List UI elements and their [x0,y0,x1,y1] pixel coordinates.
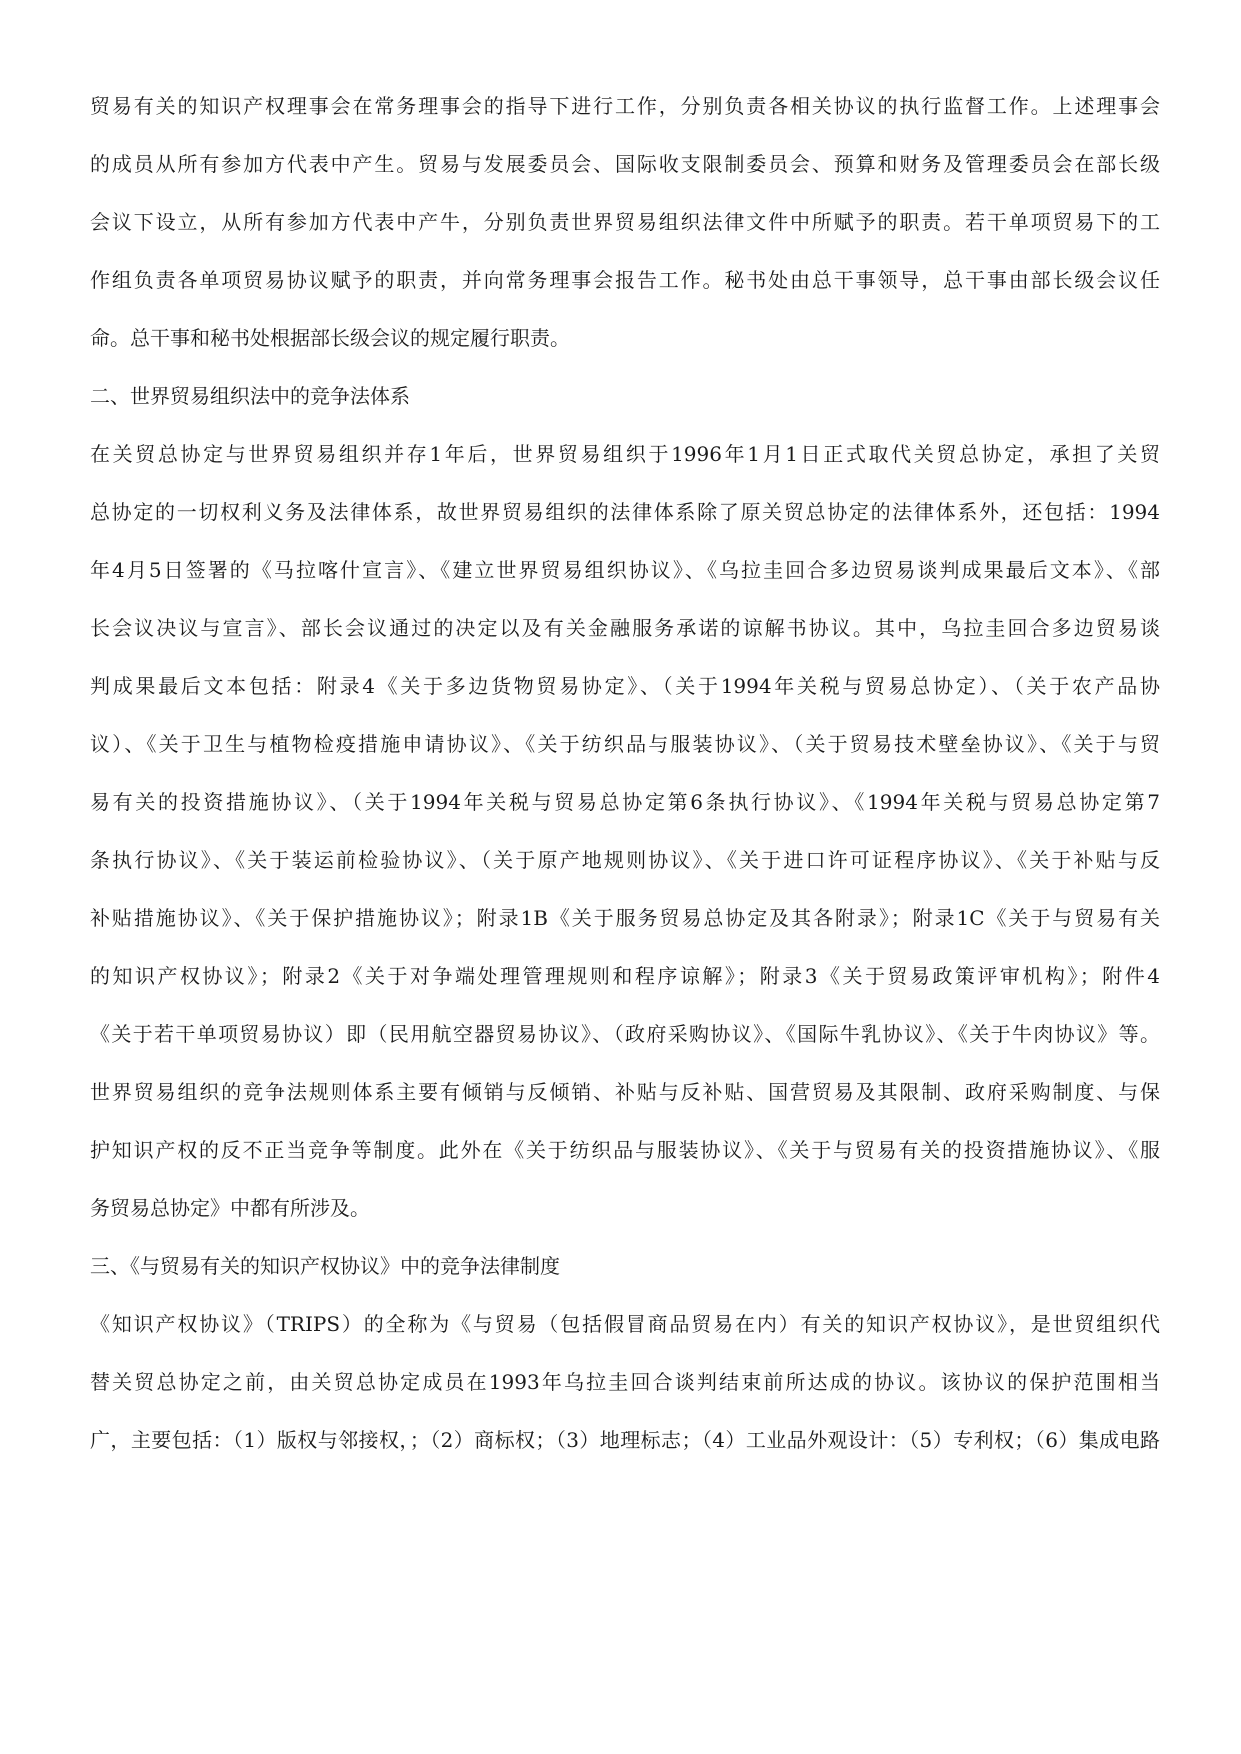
text-line: 命。总干事和秘书处根据部长级会议的规定履行职责。 [90,326,570,350]
text-line: 会议下设立，从所有参加方代表中产牛，分别负责世界贸易组织法律文件中所赋予的职责。若干单项贸易下的工 [90,210,1160,234]
text-line: 易有关的投资措施协议》、（关于1994年关税与贸易总协定第6条执行协议》、《1994年关税与贸易总协定第7 [90,790,1160,814]
text-line: 总协定的一切权利义务及法律体系，故世界贸易组织的法律体系除了原关贸总协定的法律体系外，还包括：1994 [90,500,1160,524]
text-line: 贸易有关的知识产权理事会在常务理事会的指导下进行工作，分别负责各相关协议的执行监督工作。上述理事会 [90,94,1160,118]
text-line: 在关贸总协定与世界贸易组织并存1年后，世界贸易组织于1996年1月1日正式取代关贸总协定，承担了关贸 [90,442,1160,466]
section-heading: 二、世界贸易组织法中的竞争法体系 [90,384,410,408]
text-line: 的成员从所有参加方代表中产生。贸易与发展委员会、国际收支限制委员会、预算和财务及管理委员会在部长级 [90,152,1160,176]
text-line: 《知识产权协议》（TRIPS）的全称为《与贸易（包括假冒商品贸易在内）有关的知识产权协议》，是世贸组织代 [90,1312,1160,1336]
text-line: 广，主要包括：（1）版权与邻接权，；（2）商标权；（3）地理标志；（4）工业品外观设计：（5）专利权；（6）集成电路 [90,1428,1160,1452]
section-heading: 三、《与贸易有关的知识产权协议》中的竞争法律制度 [90,1254,560,1278]
text-line: 务贸易总协定》中都有所涉及。 [90,1196,370,1220]
text-line: 长会议决议与宣言》、部长会议通过的决定以及有关金融服务承诺的谅解书协议。其中，乌拉圭回合多边贸易谈 [90,616,1160,640]
text-line: 作组负责各单项贸易协议赋予的职责，并向常务理事会报告工作。秘书处由总干事领导，总干事由部长级会议任 [90,268,1160,292]
text-line: 条执行协议》、《关于装运前检验协议》、（关于原产地规则协议》、《关于进口许可证程序协议》、《关于补贴与反 [90,848,1160,872]
text-line: 护知识产权的反不正当竞争等制度。此外在《关于纺织品与服装协议》、《关于与贸易有关的投资措施协议》、《服 [90,1138,1160,1162]
text-line: 补贴措施协议》、《关于保护措施协议》；附录1B《关于服务贸易总协定及其各附录》；附录1C《关于与贸易有关 [90,906,1160,930]
text-line: 判成果最后文本包括：附录4《关于多边货物贸易协定》、（关于1994年关税与贸易总协定）、（关于农产品协 [90,674,1160,698]
text-line: 世界贸易组织的竞争法规则体系主要有倾销与反倾销、补贴与反补贴、国营贸易及其限制、政府采购制度、与保 [90,1080,1160,1104]
text-line: 《关于若干单项贸易协议）即（民用航空器贸易协议》、（政府采购协议》、《国际牛乳协议》、《关于牛肉协议》等。 [90,1022,1160,1046]
text-line: 的知识产权协议》；附录2《关于对争端处理管理规则和程序谅解》；附录3《关于贸易政策评审机构》；附件4 [90,964,1160,988]
text-line: 替关贸总协定之前，由关贸总协定成员在1993年乌拉圭回合谈判结束前所达成的协议。该协议的保护范围相当 [90,1370,1160,1394]
text-line: 年4月5日签署的《马拉喀什宣言》、《建立世界贸易组织协议》、《乌拉圭回合多边贸易谈判成果最后文本》、《部 [90,558,1160,582]
text-line: 议）、《关于卫生与植物检疫措施申请协议》、《关于纺织品与服装协议》、（关于贸易技术壁垒协议》、《关于与贸 [90,732,1160,756]
